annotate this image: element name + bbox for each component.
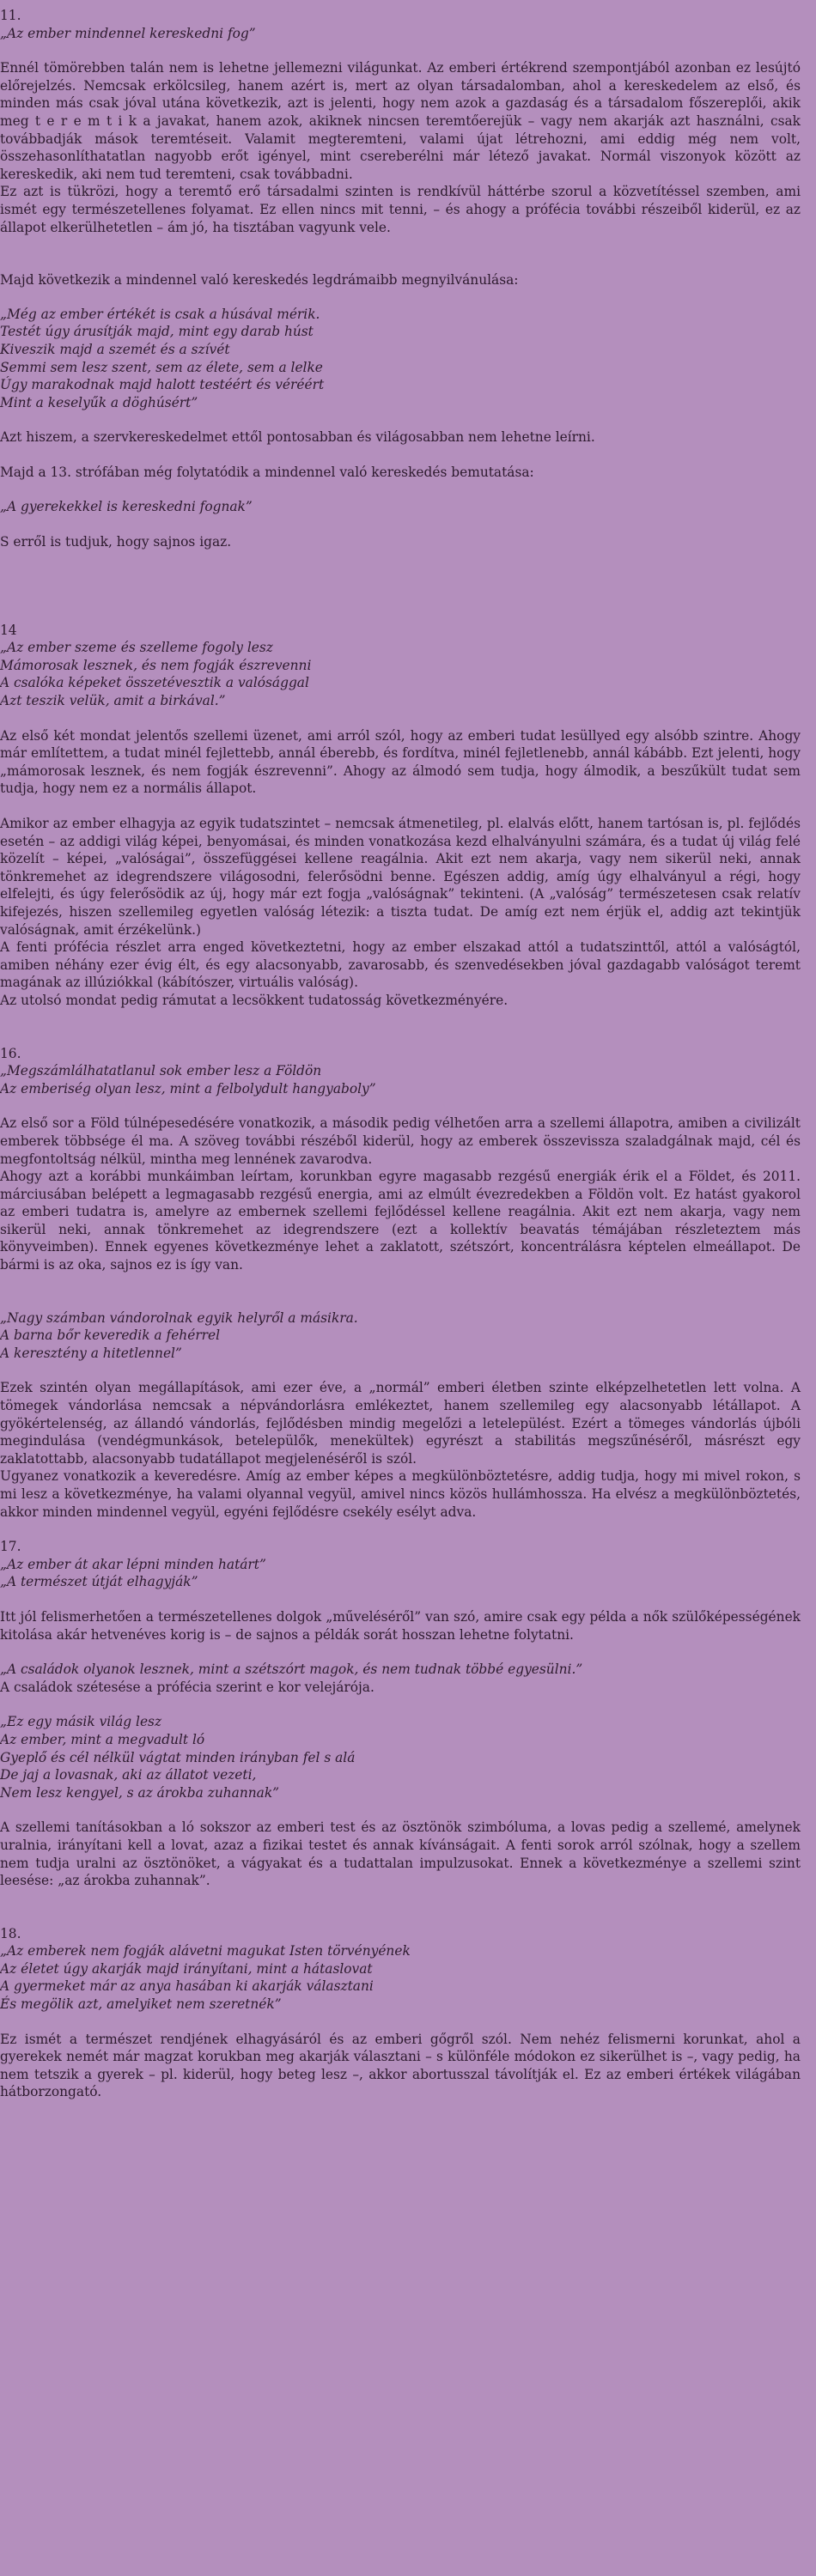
spacer (0, 710, 801, 727)
quote-line: „Az emberek nem fogják alávetni magukat Isten törvényének (0, 1943, 411, 1959)
paragraph: Ezek szintén olyan megállapítások, ami ezer éve, a „normál” emberi életben szinte elképzelhetetlen lett volna. A tömegek vándorlása nemcsak a népvándorlásra emlékeztet, hanem szellemileg egy alacsonyabb létállapot. A gyökértelenség, az állandó vándorlás, fejlődésben mindig megelőzi a letelepülést. Ezért a tömeges vándorlás újbóli megindulása (vendégmunkások, betelepülők, menekültek) egyrészt a stabilitás megszűnéséről, másrészt egy zaklatottabb, alacsonyabb tudatállapot megjelenéséről is szól. (0, 1380, 801, 1467)
spacer (0, 2014, 801, 2031)
paragraph: A szellemi tanításokban a ló sokszor az emberi test és az ösztönök szimbóluma, a lovas pedig a szellemé, amelynek uralnia, irányítani kell a lovat, azaz a fizikai testet és annak kívánságait. A fenti sorok arról szólnak, hogy a szellem nem tudja uralni az ösztönöket, a vágyakat és a tudattalan impulzusokat. Ennek a következménye a szellemi szint leesése: „az árokba zuhannak”. (0, 1820, 801, 1889)
quote-line: A gyermeket már az anya hasában ki akarják választani (0, 1978, 374, 1995)
spacer (0, 1890, 801, 1925)
quote-line: De jaj a lovasnak, aki az állatot vezeti, (0, 1767, 257, 1783)
paragraph: Majd a 13. strófában még folytatódik a mindennel való kereskedés bemutatása: (0, 464, 534, 480)
quote-line: Gyeplő és cél nélkül vágtat minden irányban fel s alá (0, 1749, 356, 1765)
paragraph: Az utolsó mondat pedig rámutat a lecsökkent tudatosság következményére. (0, 992, 508, 1008)
quote-line: A csalóka képeket összetévesztik a valósággal (0, 675, 309, 691)
spacer (0, 1097, 801, 1115)
paragraph: A családok szétesése a prófécia szerint e kor velejárója. (0, 1679, 375, 1695)
spacer (0, 1591, 801, 1608)
paragraph: Ahogy azt a korábbi munkáimban leírtam, korunkban egyre magasabb rezgésű energiák érik el a Földet, és 2011. márciusában belépett a legmagasabb rezgésű energia, ami az elmúlt évezredekben a Földön volt. Ez hatást gyakorol az emberi tudatra is, amelyre az embernek szellemi fejlődéssel kellene reagálnia. Akit ezt nem akarja, vagy nem sikerül neki, annak tönkremehet az idegrendszere (ezt a kollektív beavatás témájában részleteztem más könyveimben). Ennek egyenes következménye lehet a zaklatott, szétszórt, koncentrálásra képtelen elmeállapot. De bármi is az oka, sajnos ez is így van. (0, 1169, 801, 1273)
paragraph: Majd következik a mindennel való kereskedés legdrámaibb megnyilvánulása: (0, 272, 519, 289)
paragraph: Ugyanez vonatkozik a keveredésre. Amíg az ember képes a megkülönböztetésre, addig tudja, hogy mi mivel rokon, s mi lesz a következménye, ha valami olyannal vegyül, amivel nincs közös hullámhossza. Ha elvész a megkülönböztetés, akkor minden mindennel vegyül, egyéni fejlődésre csekély esélyt adva. (0, 1468, 801, 1520)
paragraph: 18. (0, 1925, 21, 1941)
quote-line: „Az ember szeme és szelleme fogoly lesz (0, 640, 273, 656)
quote-line: „A gyerekekkel is kereskedni fognak” (0, 499, 253, 515)
paragraph: A fenti prófécia részlet arra enged következtetni, hogy az ember elszakad attól a tudatszinttől, attól a valóságtól, amiben néhány ezer évig élt, és egy alacsonyabb, zavarosabb, és szenvedésekben jóval gazdagabb valóságot teremt magának az illúziókkal (kábítószer, virtuális valóság). (0, 939, 801, 991)
spacer (0, 1801, 801, 1819)
quote-line: A keresztény a hitetlennel” (0, 1345, 182, 1361)
spacer (0, 1521, 801, 1538)
quote-line: Úgy marakodnak majd halott testéért és véréért (0, 377, 325, 393)
quote-line: „Megszámlálhatatlanul sok ember lesz a Földön (0, 1063, 322, 1079)
quote-line: Mámorosak lesznek, és nem fogják észrevenni (0, 657, 312, 673)
spacer (0, 1696, 801, 1713)
quote-line: És megölik azt, amelyiket nem szeretnék” (0, 1996, 282, 2013)
quote-line: Nem lesz kengyel, s az árokba zuhannak” (0, 1784, 280, 1801)
quote-line: „Az ember át akar lépni minden határt” (0, 1556, 266, 1572)
spacer (0, 1274, 801, 1309)
quote-line: „A természet útját elhagyják” (0, 1574, 198, 1590)
paragraph: Ez ismét a természet rendjének elhagyásáról és az emberi gőgről szól. Nem nehéz felismerni korunkat, ahol a gyerekek nemét már magzat korukban meg akarják választani – s különféle módokon ez sikerülhet is –, vagy pedig, ha nem tetszik a gyerek – pl. kiderül, hogy beteg lesz –, akkor abortusszal távolítják el. Ez az emberi értékek világában hátborzongató. (0, 2031, 801, 2100)
paragraph: Ez azt is tükrözi, hogy a teremtő erő társadalmi szinten is rendkívül háttérbe szorul a közvetítéssel szemben, ami ismét egy természetellenes folyamat. Ez ellen nincs mit tenni, – és ahogy a prófécia további részeiből kiderül, ez az állapot elkerülhetetlen – ám jó, ha tisztában vagyunk vele. (0, 184, 801, 235)
spacer (0, 411, 801, 428)
spacer (0, 798, 801, 815)
quote-line: Az ember, mint a megvadult ló (0, 1731, 205, 1747)
paragraph: Az első két mondat jelentős szellemi üzenet, ami arról szól, hogy az emberi tudat lesüllyed egy alsóbb szintre. Ahogy már említettem, a tudat minél fejlettebb, annál éberebb, és fordítva, minél fejletlenebb, annál kábább. Ezt jelenti, hogy „mámorosak lesznek, és nem fogják észrevenni”. Ahogy az álmodó sem tudja, hogy álmodik, a beszűkült tudat sem tudja, hogy nem ez a normális állapot. (0, 727, 801, 797)
quote-line: Kiveszik majd a szemét és a szívét (0, 341, 230, 357)
paragraph: Az első sor a Föld túlnépesedésére vonatkozik, a második pedig vélhetően arra a szellemi állapotra, amiben a civilizált emberek többsége él ma. A szöveg további részéből kiderül, hogy az emberek összevissza szaladgálnak majd, cél és megfontoltság nélkül, mintha meg lennének zavarodva. (0, 1115, 801, 1167)
paragraph: 14 (0, 622, 17, 638)
paragraph: Amikor az ember elhagyja az egyik tudatszintet – nemcsak átmenetileg, pl. elalvás előtt, hanem tartósan is, pl. fejlődés esetén – az addigi világ képei, benyomásai, és minden vonatkozása kezd elhalványulni számára, és a tudat új világ felé közelít – képei, „valóságai”, összefüggései kellene reagálnia. Akit ezt nem akarja, vagy nem sikerül neki, annak tönkremehet az idegrendszere világosodni, felerősödni benne. Egészen addig, amíg úgy elhalványul a régi, hogy elfelejti, és úgy felerősödik az új, hogy már ezt fogja „valóságnak” tekinteni. (A „valóság” természetesen csak relatív kifejezés, hiszen szellemileg egyetlen valóság létezik: a tiszta tudat. De amíg ezt nem érjük el, addig azt tekintjük valóságnak, amit érzékelünk.) (0, 816, 801, 938)
paragraph: 11. (0, 8, 21, 23)
quote-line: Az emberiség olyan lesz, mint a felbolydult hangyaboly” (0, 1080, 376, 1097)
spacer (0, 42, 801, 59)
paragraph: Itt jól felismerhetően a természetellenes dolgok „műveléséről” van szó, amire csak egy példa a nők szülőképességének kitolása akár hetvenéves korig is – de sajnos a példák sorát hosszan lehetne folytatni. (0, 1608, 801, 1643)
quote-line: Mint a keselyűk a döghúsért” (0, 394, 198, 410)
spacer (0, 516, 801, 533)
spacer (0, 447, 801, 464)
quote-line: „Még az ember értékét is csak a húsával mérik. (0, 306, 320, 322)
paragraph: Azt hiszem, a szervkereskedelmet ettől pontosabban és világosabban nem lehetne leírni. (0, 429, 595, 446)
quote-line: Az életet úgy akarják majd irányítani, mint a hátaslovat (0, 1960, 373, 1977)
quote-line: „Ez egy másik világ lesz (0, 1714, 162, 1730)
quote-line: „Az ember mindennel kereskedni fog” (0, 25, 256, 41)
paragraph: 16. (0, 1045, 21, 1061)
quote-line: Azt teszik velük, amit a birkával.” (0, 693, 226, 709)
paragraph: Ennél tömörebben talán nem is lehetne jellemezni világunkat. Az emberi értékrend szempontjából azonban ez lesújtó előrejelzés. Nemcsak erkölcsileg, hanem azért is, mert az olyan társadalomban, ahol a kereskedelem az első, és minden más csak jóval utána következik, azt is jelenti, hogy nem azok a gazdaság és a társadalom főszereplői, akik meg t e r e m t i k a javakat, hanem azok, akiknek nincsen teremtőerejük – vagy nem akarják azt használni, csak továbbadják mások teremtéseit. Valamit megteremteni, valami újat létrehozni, ami eddig még nem volt, összehasonlíthatatlan nagyobb erőt igényel, mint csereberélni már létező javakat. Normál viszonyok között az kereskedik, aki nem tud teremteni, csak továbbadni. (0, 60, 801, 182)
quote-line: Testét úgy árusítják majd, mint egy darab húst (0, 324, 314, 340)
paragraph: S erről is tudjuk, hogy sajnos igaz. (0, 534, 232, 550)
spacer (0, 236, 801, 271)
spacer (0, 1362, 801, 1379)
spacer (0, 1010, 801, 1045)
quote-line: A barna bőr keveredik a fehérrel (0, 1327, 221, 1344)
quote-line: „A családok olyanok lesznek, mint a szétszórt magok, és nem tudnak többé egyesülni.” (0, 1662, 583, 1678)
spacer (0, 481, 801, 498)
spacer (0, 289, 801, 306)
spacer (0, 551, 801, 622)
quote-line: Semmi sem lesz szent, sem az élete, sem a lelke (0, 359, 323, 375)
paragraph: 17. (0, 1539, 21, 1555)
spacer (0, 1643, 801, 1661)
quote-line: „Nagy számban vándorolnak egyik helyről a másikra. (0, 1309, 358, 1326)
